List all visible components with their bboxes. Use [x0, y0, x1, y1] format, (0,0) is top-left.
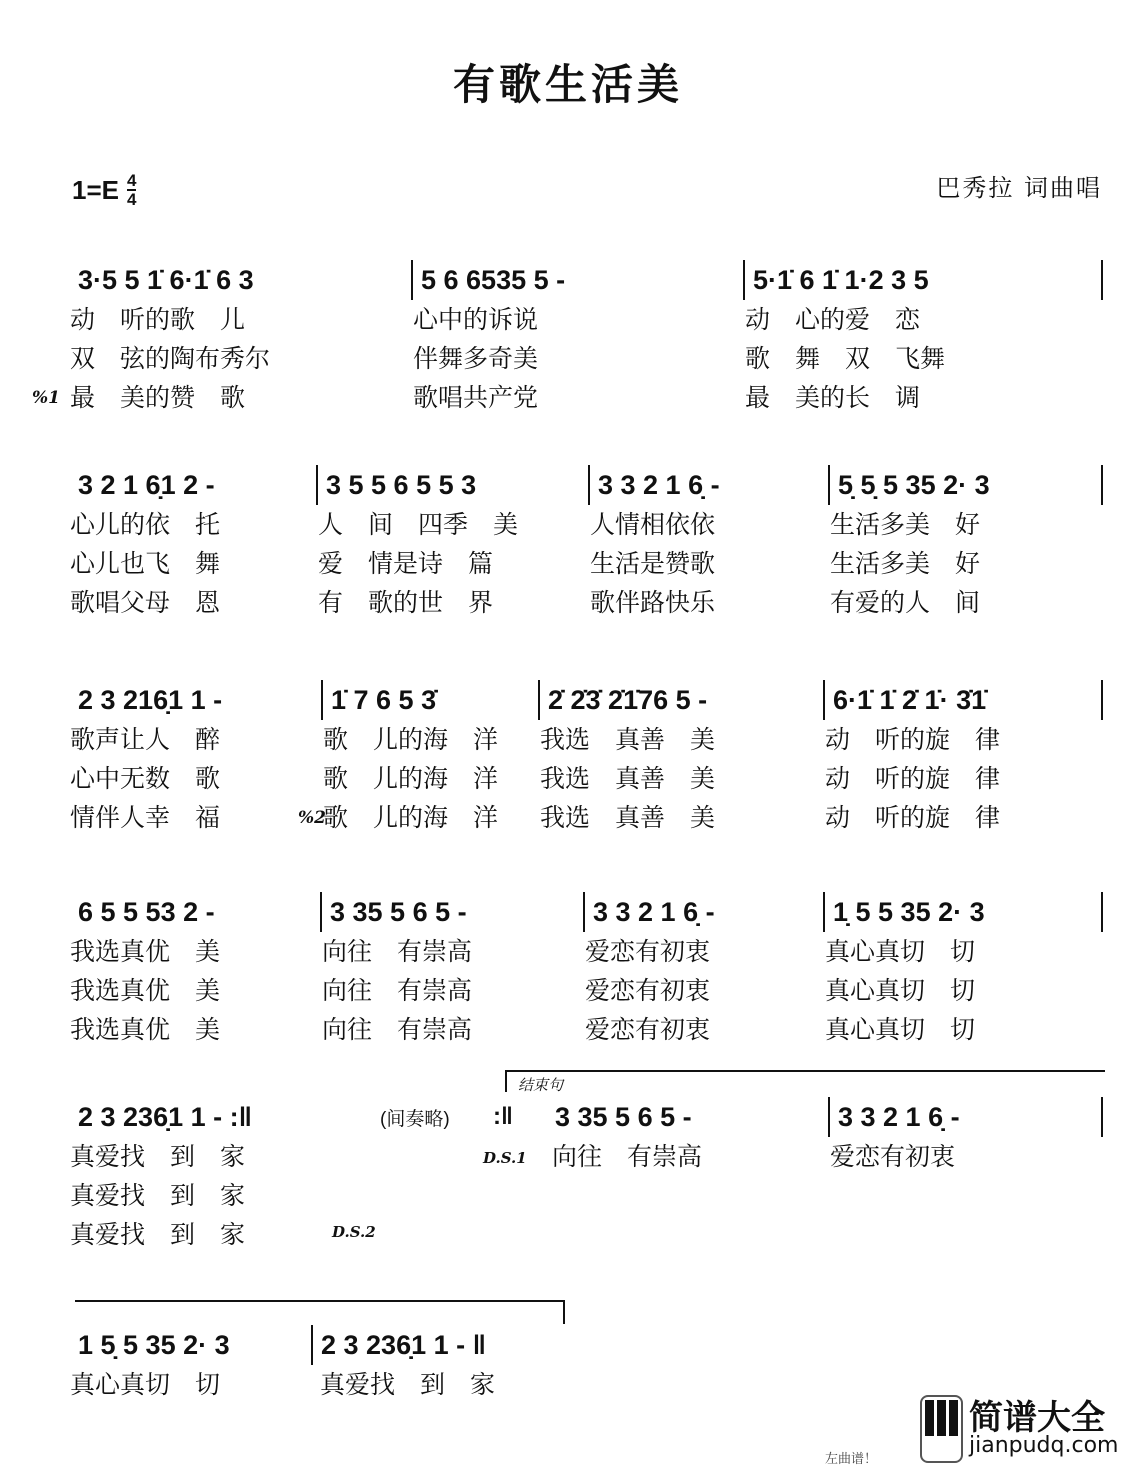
- piano-keys-icon: [920, 1395, 963, 1463]
- lyric: 歌唱共产党: [413, 383, 539, 412]
- logo-url: jianpudq.com: [969, 1433, 1119, 1458]
- lyric: 我选真优 美: [70, 937, 221, 966]
- lyric: 我选 真善 美: [540, 803, 716, 832]
- system-4: [70, 892, 1103, 1049]
- lyric: 动 心的爱 恋: [745, 305, 921, 334]
- lyric: 爱恋有初衷: [585, 937, 711, 966]
- lyric: 歌 舞 双 飞舞: [745, 344, 946, 373]
- ds1-marker: D.S.1: [483, 1149, 527, 1167]
- lyric: 双 弦的陶布秀尔: [70, 344, 271, 373]
- lyric: 真心真切 切: [825, 937, 976, 966]
- measure: 3 3 2 1 6̣ -: [590, 465, 830, 505]
- measure: 5 6 6535 5 -: [413, 260, 745, 300]
- lyric: 向往 有崇高: [322, 1015, 473, 1044]
- measure: 5̣ 5̣ 5 35 2· 3: [830, 465, 1103, 505]
- lyric: 伴舞多奇美: [413, 344, 539, 373]
- measure: 2 3 236̣1 1 - :‖: [78, 1102, 253, 1132]
- measure: 3 3 2 1 6̣ -: [830, 1097, 1103, 1137]
- lyric: 歌伴路快乐: [590, 588, 716, 617]
- author-credit: 巴秀拉 词曲唱: [936, 174, 1102, 202]
- measure: 6·1̇ 1̇ 2̇ 1̇· 3̇1̇: [825, 680, 1103, 720]
- lyric: 有爱的人 间: [830, 588, 981, 617]
- measure: 2̇ 2̇3̇ 2̇1̇76 5 -: [540, 680, 825, 720]
- lyric: 我选真优 美: [70, 1015, 221, 1044]
- key-label: 1=E: [72, 174, 119, 205]
- system-1: [32, 260, 1103, 417]
- lyric: 歌 儿的海 洋: [323, 764, 499, 793]
- lyric: 情伴人幸 福: [70, 803, 221, 832]
- lyric: 动 听的歌 儿: [70, 305, 246, 334]
- lyric: 爱恋有初衷: [830, 1142, 956, 1171]
- lyric: 心中无数 歌: [70, 764, 221, 793]
- lyric: 我选 真善 美: [540, 725, 716, 754]
- lyric: 生活多美 好: [830, 510, 981, 539]
- lyric: 最 美的长 调: [745, 383, 921, 412]
- lyric: 真心真切 切: [825, 976, 976, 1005]
- measure: 1 5̣ 5 35 2· 3: [70, 1325, 313, 1365]
- measure: 3 35 5 6 5 -: [525, 1097, 830, 1137]
- lyric: 有 歌的世 界: [318, 588, 494, 617]
- lyric: 向往 有崇高: [322, 976, 473, 1005]
- lyric: 真爱找 到 家: [70, 1220, 246, 1249]
- lyric: 人 间 四季 美: [318, 510, 519, 539]
- measure: 6 5 5 53 2 -: [70, 892, 322, 932]
- lyric: 人情相依依: [590, 510, 716, 539]
- segno-2: %2: [298, 807, 326, 828]
- song-title: 有歌生活美: [452, 60, 683, 109]
- lyric: 心儿也飞 舞: [70, 549, 221, 578]
- system-6: [70, 1325, 580, 1404]
- measure: 3 3 2 1 6̣ -: [585, 892, 825, 932]
- lyric: 向往 有崇高: [552, 1142, 703, 1171]
- jianpudq-logo: [920, 1395, 1118, 1463]
- lyric: 最 美的赞 歌: [70, 383, 246, 412]
- time-signature: $\frac{4}{4}$: [127, 171, 137, 209]
- ending-bracket: [505, 1070, 1105, 1092]
- interlude-note: (间奏略): [380, 1108, 450, 1130]
- measure: 1̇ 7 6 5 3̇: [323, 680, 540, 720]
- lyric: 歌 儿的海 洋: [323, 725, 499, 754]
- lyric: 我选真优 美: [70, 976, 221, 1005]
- measure: 3·5 5 1̇ 6·1̇ 6 3: [70, 260, 413, 300]
- measure: 3 2 1 6̣1 2 -: [70, 465, 318, 505]
- measure: 5·1̇ 6 1̇ 1·2 3 5: [745, 260, 1103, 300]
- system-3: [70, 680, 1103, 837]
- lyric: 爱恋有初衷: [585, 1015, 711, 1044]
- measure: 2 3 216̣1 1 -: [70, 680, 323, 720]
- system-2: [70, 465, 1103, 622]
- lyric: 真爱找 到 家: [70, 1142, 246, 1171]
- lyric: 动 听的旋 律: [825, 725, 1001, 754]
- lyric: 向往 有崇高: [322, 937, 473, 966]
- measure: 3 5 5 6 5 5 3: [318, 465, 590, 505]
- lyric: 动 听的旋 律: [825, 803, 1001, 832]
- segno-1: %1: [32, 387, 60, 408]
- lyric: 歌声让人 醉: [70, 725, 221, 754]
- logo-brand: 简谱大全: [969, 1398, 1105, 1438]
- lyric: 生活是赞歌: [590, 549, 716, 578]
- measure: 1̣ 5 5 35 2· 3: [825, 892, 1103, 932]
- measure: 2 3 236̣1 1 - ‖: [321, 1330, 487, 1360]
- watermark-partial: 左曲谱！: [825, 1452, 878, 1467]
- ds2-marker: D.S.2: [332, 1223, 376, 1241]
- lyric: 爱 情是诗 篇: [318, 549, 494, 578]
- lyric: 动 听的旋 律: [825, 764, 1001, 793]
- repeat-sign: :‖: [493, 1103, 513, 1130]
- system-5: [70, 1097, 1103, 1254]
- lyric: 生活多美 好: [830, 549, 981, 578]
- ending-bracket-2: [75, 1300, 565, 1324]
- lyric: 真心真切 切: [70, 1370, 221, 1399]
- lyric: 心儿的依 托: [70, 510, 221, 539]
- lyric: 真爱找 到 家: [70, 1181, 246, 1210]
- ending-label: 结束句: [518, 1076, 564, 1094]
- lyric: 歌唱父母 恩: [70, 588, 221, 617]
- lyric: 真爱找 到 家: [320, 1370, 496, 1399]
- lyric: 心中的诉说: [413, 305, 539, 334]
- measure: 3 35 5 6 5 -: [322, 892, 585, 932]
- lyric: 真心真切 切: [825, 1015, 976, 1044]
- lyric: 我选 真善 美: [540, 764, 716, 793]
- lyric: 歌 儿的海 洋: [323, 803, 499, 832]
- key-signature: [72, 172, 136, 208]
- lyric: 爱恋有初衷: [585, 976, 711, 1005]
